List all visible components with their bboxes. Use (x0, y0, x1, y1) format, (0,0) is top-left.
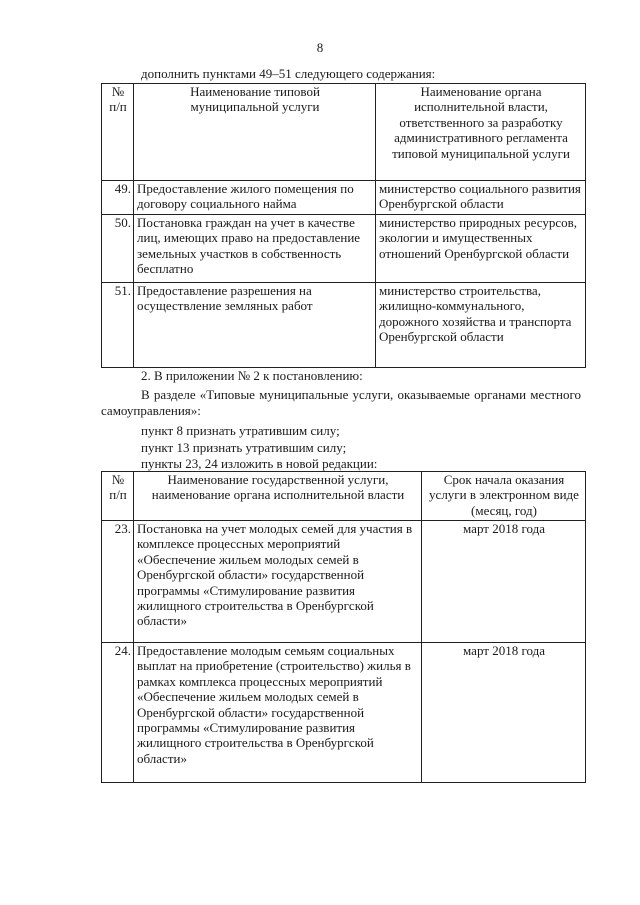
row-num: 24. (102, 643, 134, 783)
item-2-line: 2. В приложении № 2 к постановлению: (141, 368, 363, 383)
row-organ: министерство природных ресурсов, экологии и имущественных отношений Оренбургской области (376, 215, 586, 283)
header-service: Наименование государственной услуги, наименование органа исполнительной власти (134, 472, 422, 521)
intro-line: дополнить пунктами 49–51 следующего содержания: (141, 66, 436, 81)
services-table-1 (101, 83, 586, 368)
table-row (102, 181, 586, 215)
row-service: Постановка на учет молодых семей для участия в комплексе процессных мероприятий «Обеспечение жильем молодых семей в Оренбургской области» государственной программы «Стимулирование развития жилищного строительства в Оренбургской области» (134, 521, 422, 643)
row-deadline: март 2018 года (422, 521, 586, 643)
row-service: Предоставление жилого помещения по договору социального найма (134, 181, 376, 215)
page-number: 8 (316, 40, 324, 55)
row-service: Предоставление молодым семьям социальных выплат на приобретение (строительство) жилья в рамках комплекса процессных мероприятий «Обеспечение жильем молодых семей в Оренбургской области» государственной программы «Стимулирование развития жилищного строительства в Оренбургской области» (134, 643, 422, 783)
row-num: 51. (102, 283, 134, 368)
row-service: Постановка граждан на учет в качестве лиц, имеющих право на предоставление земельных участков в собственность бесплатно (134, 215, 376, 283)
services-table-2 (101, 471, 586, 783)
row-num: 49. (102, 181, 134, 215)
point-13-line: пункт 13 признать утратившим силу; (141, 440, 347, 455)
header-service: Наименование типовой муниципальной услуги (134, 84, 376, 181)
table-header-row (102, 472, 586, 521)
header-num: № п/п (102, 84, 134, 181)
table-row (102, 643, 586, 783)
table-row (102, 283, 586, 368)
table-row (102, 521, 586, 643)
header-num: № п/п (102, 472, 134, 521)
points-23-24-line: пункты 23, 24 изложить в новой редакции: (141, 456, 378, 471)
header-deadline: Срок начала оказания услуги в электронном виде (месяц, год) (422, 472, 586, 521)
header-organ: Наименование органа исполнительной власти, ответственного за разработку административного регламента типовой муниципальной услуги (376, 84, 586, 181)
row-num: 50. (102, 215, 134, 283)
row-organ: министерство социального развития Оренбургской области (376, 181, 586, 215)
row-service: Предоставление разрешения на осуществление земляных работ (134, 283, 376, 368)
point-8-line: пункт 8 признать утратившим силу; (141, 423, 340, 438)
row-num: 23. (102, 521, 134, 643)
section-paragraph: В разделе «Типовые муниципальные услуги, оказываемые органами местного самоуправления»: (101, 387, 581, 418)
row-organ: министерство строительства, жилищно-коммунального, дорожного хозяйства и транспорта Оренбургской области (376, 283, 586, 368)
table-header-row (102, 84, 586, 181)
row-deadline: март 2018 года (422, 643, 586, 783)
table-row (102, 215, 586, 283)
